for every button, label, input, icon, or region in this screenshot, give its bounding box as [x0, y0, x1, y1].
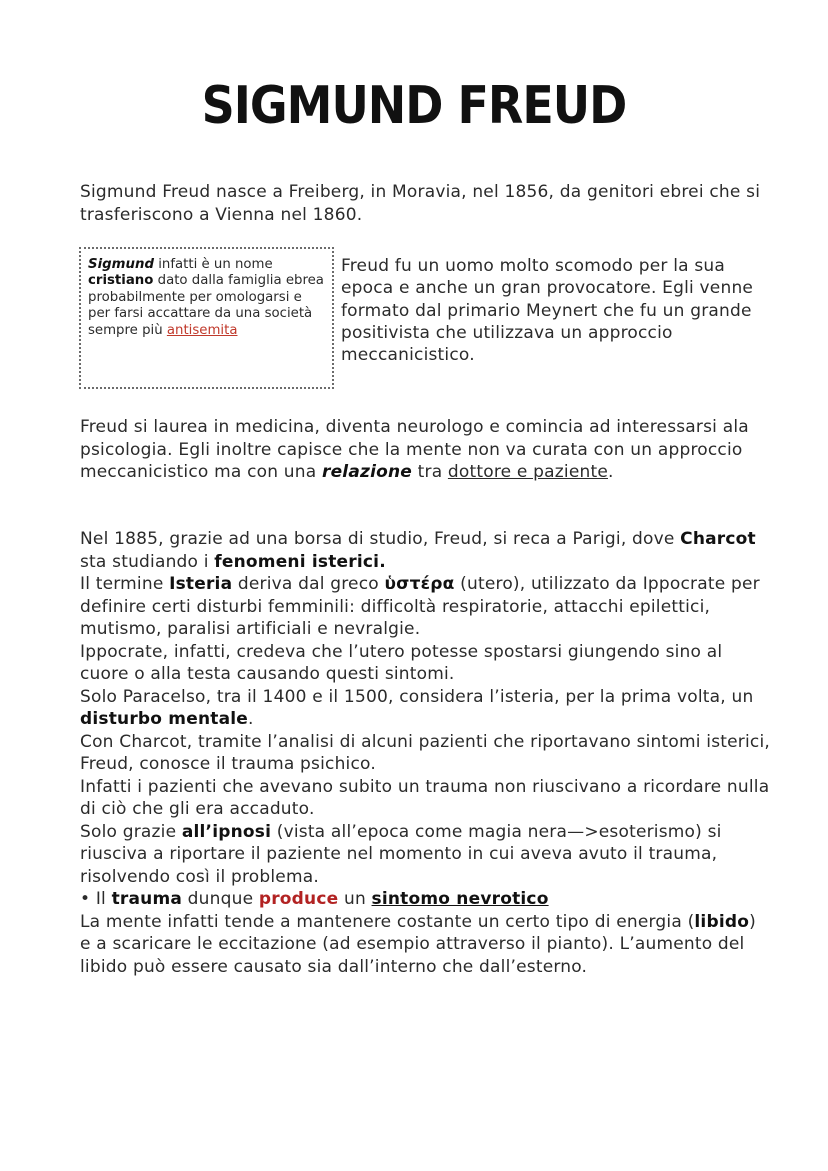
- p3-s12: (vista all’epoca come magia nera—>esoterismo) si riusciva a riportare il paziente nel momento in cui aveva avuto il trauma, risolvendo così il problema.: [80, 821, 722, 887]
- note-text-1: infatti è un nome: [153, 257, 273, 272]
- note-box-text: [88, 257, 328, 339]
- p3-greek-word: ὑστέρα: [384, 574, 455, 594]
- p3-s2: sta studiando i: [80, 551, 215, 572]
- p3-s16: La mente infatti tende a mantenere costante un certo tipo di energia (: [80, 911, 695, 932]
- paragraph-3: [80, 528, 770, 978]
- note-text-2: dato dalla famiglia ebrea probabilmente per omologarsi e per farsi accattare da una società sempre più: [88, 273, 324, 338]
- p3-s6: Ippocrate, infatti, credeva che l’utero potesse spostarsi giungendo sino al cuore o alla testa causando questi sintomi.: [80, 641, 723, 684]
- p3-charcot: Charcot: [680, 529, 756, 549]
- side-paragraph: Freud fu un uomo molto scomodo per la sua epoca e anche un gran provocatore. Egli venne formato dal primario Meynert che fu un grande positivista che utilizzava un approccio meccanicistico.: [341, 256, 754, 366]
- note-word-cristiano: cristiano: [88, 273, 154, 289]
- para2-text-3: .: [608, 462, 614, 482]
- p3-fenomeni-isterici: fenomeni isterici.: [214, 551, 386, 572]
- p3-libido: libido: [694, 911, 750, 932]
- p3-sintomo-nevrotico: sintomo nevrotico: [371, 889, 549, 909]
- p3-trauma: trauma: [111, 889, 183, 909]
- p3-s15: un: [338, 889, 372, 909]
- p3-s4: deriva dal greco: [232, 574, 385, 594]
- p3-s10: Infatti i pazienti che avevano subito un trauma non riuscivano a ricordare nulla di ciò che gli era accaduto.: [80, 776, 770, 819]
- paragraph-2: [80, 416, 770, 484]
- p3-s5: (utero), utilizzato da Ippocrate per definire certi disturbi femminili: difficoltà respiratorie, attacchi epilettici, mutismo, paralisi artificiali e nevralgie.: [80, 574, 760, 639]
- intro-paragraph: Sigmund Freud nasce a Freiberg, in Moravia, nel 1856, da genitori ebrei che si trasferiscono a Vienna nel 1860.: [80, 182, 761, 225]
- p3-s3: Il termine: [80, 574, 170, 594]
- note-box: [79, 247, 334, 389]
- para2-relazione: relazione: [321, 462, 413, 482]
- antisemita-link[interactable]: antisemita: [166, 322, 238, 338]
- page-title: SIGMUND FREUD: [201, 74, 627, 136]
- note-word-sigmund: Sigmund: [88, 257, 154, 272]
- p3-s17: ) e a scaricare le eccitazione (ad esempio attraverso il pianto). L’aumento del libido può essere causato sia dall’interno che dall’esterno.: [80, 911, 756, 977]
- p3-produce: produce: [258, 889, 339, 909]
- p3-s14: dunque: [182, 889, 259, 909]
- p3-s11: Solo grazie: [80, 821, 182, 842]
- p3-isteria: Isteria: [169, 574, 233, 594]
- p3-ipnosi: all’ipnosi: [181, 821, 272, 842]
- para2-text-1: Freud si laurea in medicina, diventa neurologo e comincia ad interessarsi ala psicologia. Egli inoltre capisce che la mente non va curata con un approccio meccanicistico ma con una: [80, 417, 749, 482]
- p3-s8: .: [248, 709, 254, 729]
- para2-text-2: tra: [412, 462, 448, 482]
- p3-s1: Nel 1885, grazie ad una borsa di studio, Freud, si reca a Parigi, dove: [80, 529, 681, 549]
- p3-s7: Solo Paracelso, tra il 1400 e il 1500, considera l’isteria, per la prima volta, un: [80, 686, 754, 707]
- para2-dottore-paziente: dottore e paziente: [447, 462, 608, 482]
- p3-s13: • Il: [80, 889, 112, 909]
- p3-s9: Con Charcot, tramite l’analisi di alcuni pazienti che riportavano sintomi isterici, Freud, conosce il trauma psichico.: [80, 731, 770, 774]
- p3-disturbo-mentale: disturbo mentale: [80, 709, 248, 729]
